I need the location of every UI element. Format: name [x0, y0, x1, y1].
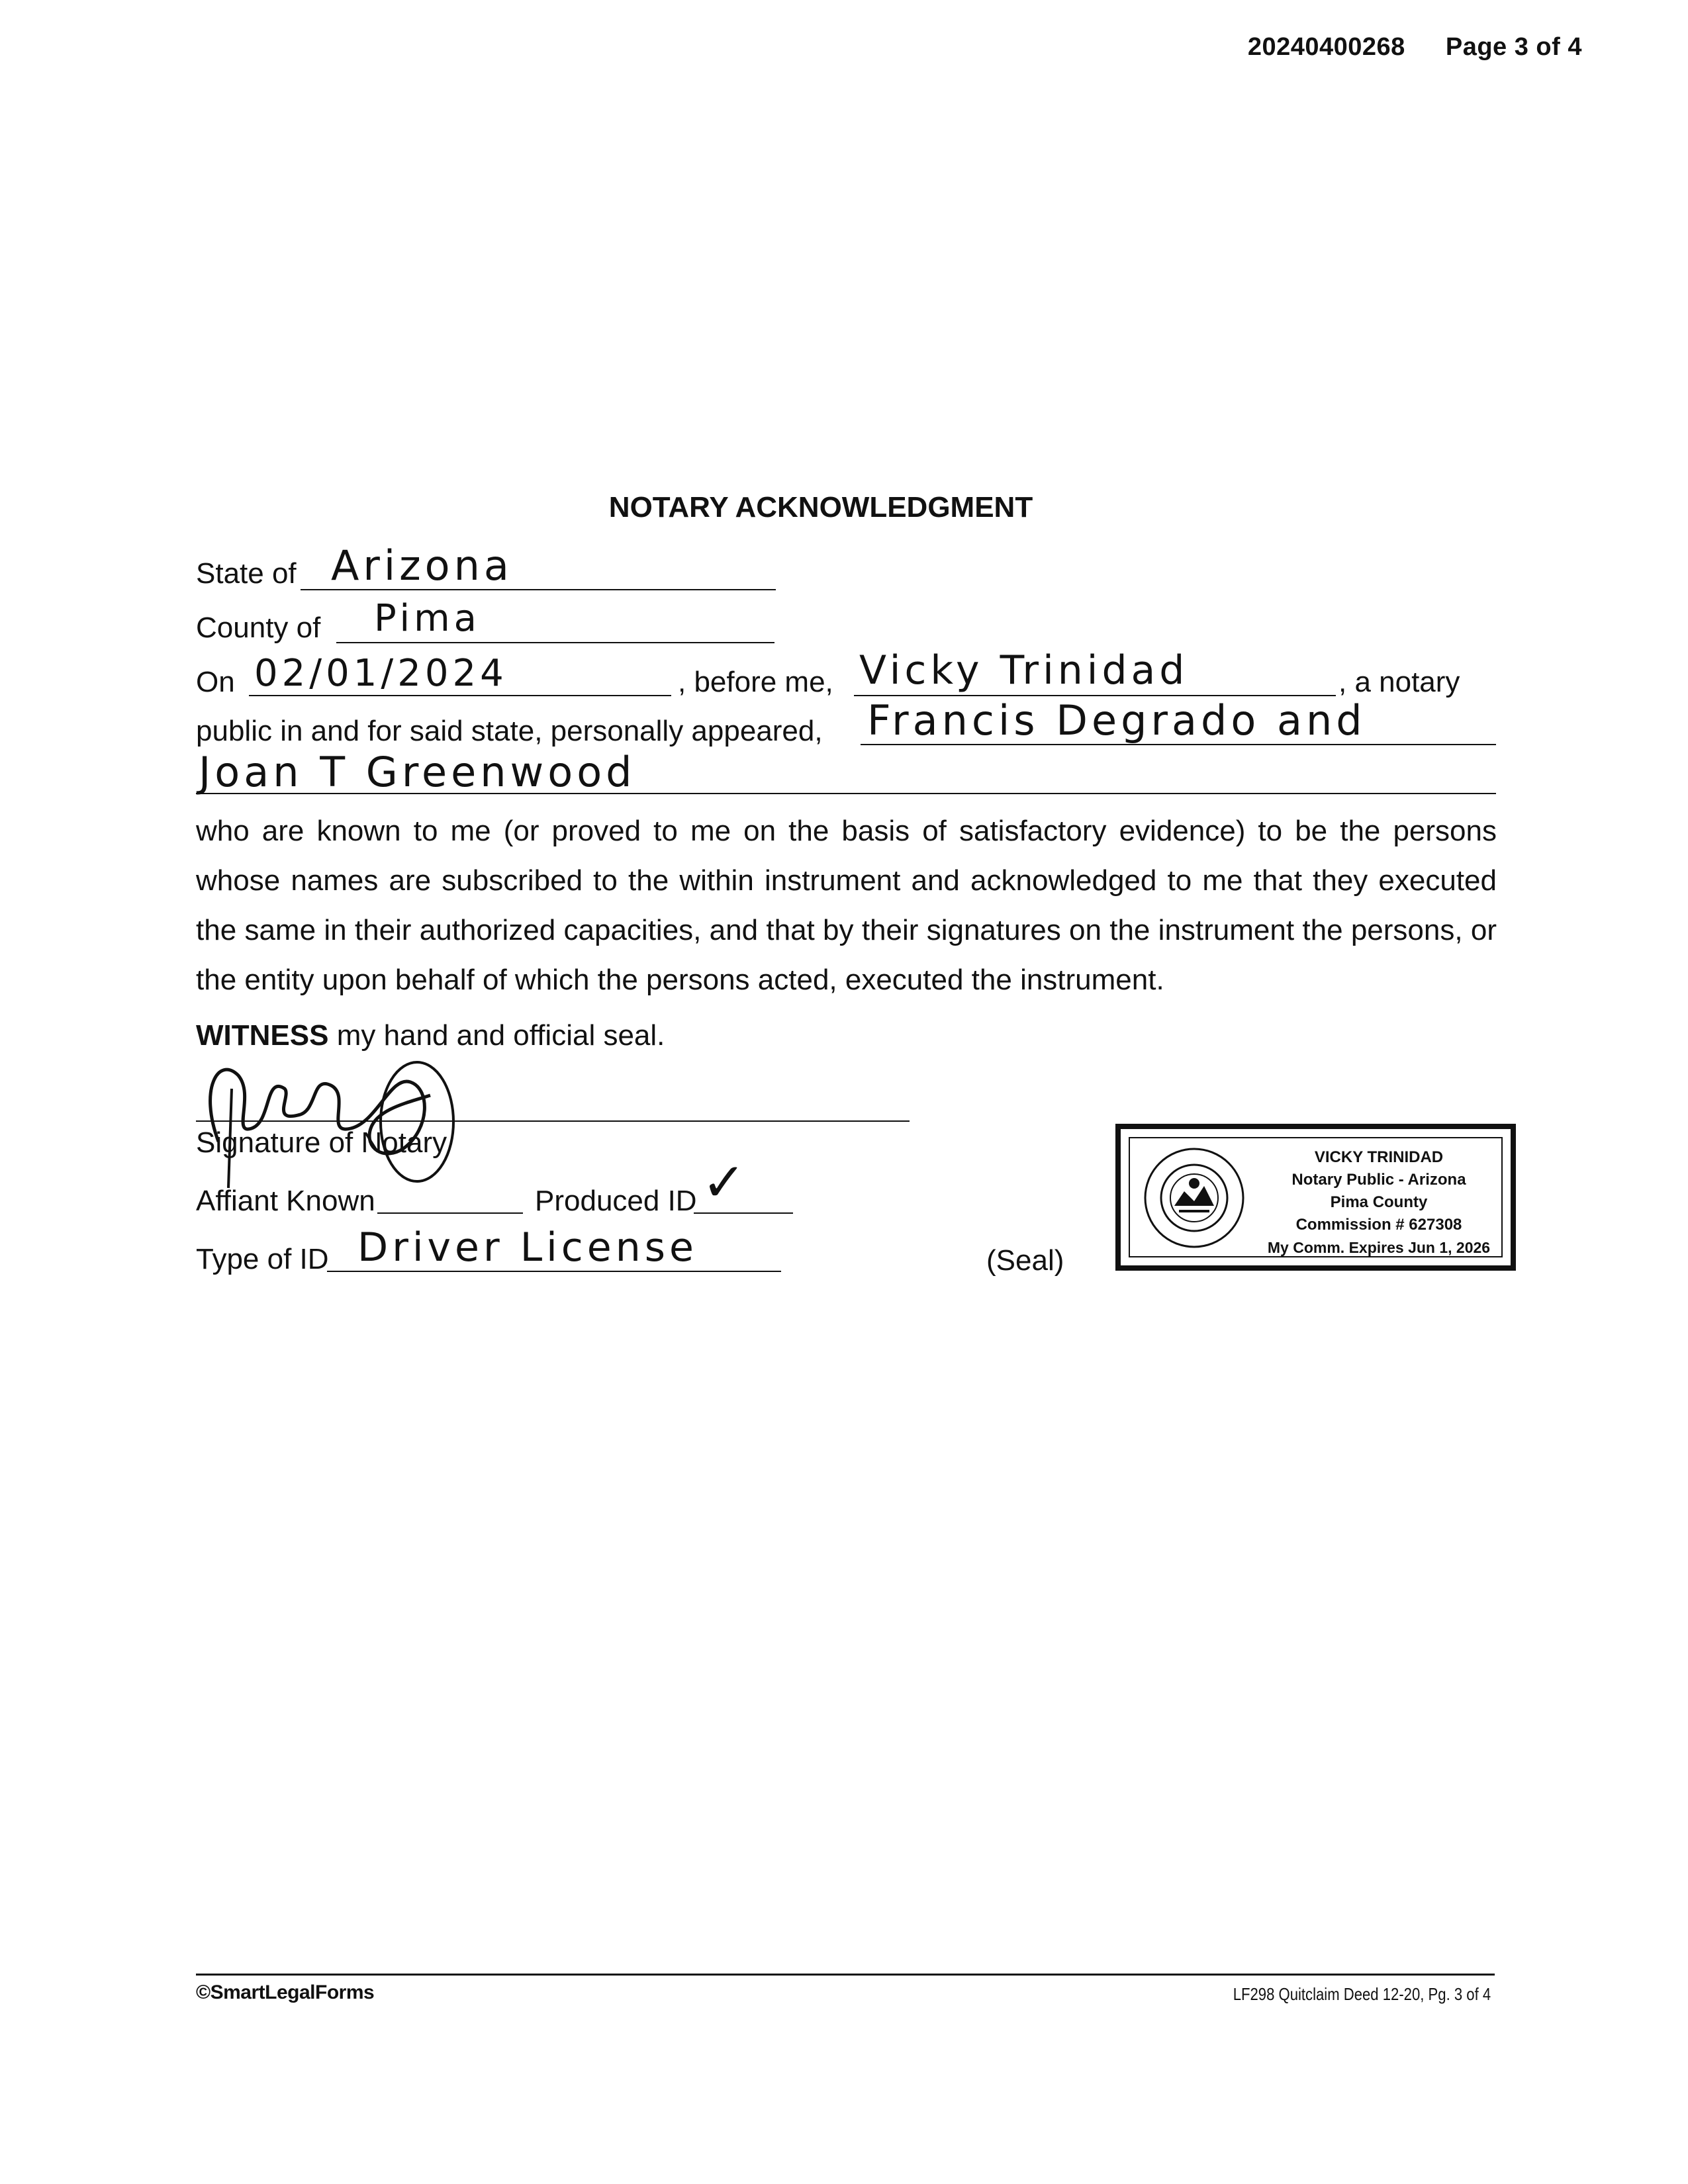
page-number: Page 3 of 4 — [1445, 33, 1582, 61]
date-field-line — [249, 695, 671, 696]
form-title: NOTARY ACKNOWLEDGMENT — [608, 491, 1033, 523]
date-value: 02/01/2024 — [254, 652, 508, 695]
affiant-known-line — [377, 1212, 523, 1214]
type-of-id-line — [327, 1271, 781, 1272]
seal-notary-title: Notary Public - Arizona — [1291, 1171, 1466, 1189]
witness-bold: WITNESS — [196, 1019, 329, 1052]
footer-brand: ©SmartLegalForms — [196, 1981, 375, 2003]
state-value: Arizona — [331, 541, 513, 590]
before-me-label: , before me, — [678, 666, 833, 698]
state-label: State of — [196, 557, 297, 590]
notary-name-value: Vicky Trinidad — [859, 647, 1189, 694]
on-label: On — [196, 666, 235, 698]
appeared-value-1: Francis Degrado and — [867, 696, 1366, 745]
a-notary-label: , a notary — [1338, 666, 1460, 698]
produced-id-label: Produced ID — [535, 1185, 697, 1217]
seal-county: Pima County — [1330, 1193, 1428, 1211]
document-number: 20240400268 — [1247, 33, 1405, 61]
signature-line — [196, 1120, 910, 1122]
county-value: Pima — [374, 597, 481, 640]
seal-commission: Commission # 627308 — [1295, 1216, 1462, 1234]
acknowledgment-paragraph: who are known to me (or proved to me on the basis of satisfactory evidence) to be the persons whose names are subscribed to the within instrument and acknowledged to me that they executed the same in their authorized capacities, and that by their signatures on the instrument the persons, or the entity upon behalf of which the persons acted, executed the instrument. — [196, 815, 1497, 996]
type-of-id-value: Driver License — [357, 1224, 698, 1271]
state-seal-emblem — [1138, 1145, 1250, 1251]
footer-form-id: LF298 Quitclaim Deed 12-20, Pg. 3 of 4 — [1233, 1984, 1491, 2004]
seal-text — [1260, 1146, 1498, 1259]
notary-seal-stamp — [1115, 1124, 1516, 1271]
affiant-known-label: Affiant Known — [196, 1185, 375, 1217]
type-of-id-label: Type of ID — [196, 1243, 329, 1275]
footer-rule — [196, 1974, 1495, 1976]
witness-rest: my hand and official seal. — [336, 1019, 665, 1052]
appeared-value-2: Joan T Greenwood — [199, 748, 636, 796]
county-field-line — [336, 642, 774, 643]
public-label: public in and for said state, personally appeared, — [196, 715, 823, 747]
seal-notary-name: VICKY TRINIDAD — [1314, 1148, 1444, 1166]
page-header — [1248, 33, 1582, 62]
witness-line — [196, 1019, 665, 1052]
county-label: County of — [196, 612, 321, 644]
seal-expires: My Comm. Expires Jun 1, 2026 — [1267, 1239, 1491, 1256]
produced-id-checkmark: ✓ — [702, 1152, 751, 1213]
signature-label: Signature of Notary — [196, 1126, 447, 1159]
notary-signature — [192, 1049, 470, 1195]
seal-label: (Seal) — [986, 1244, 1064, 1277]
